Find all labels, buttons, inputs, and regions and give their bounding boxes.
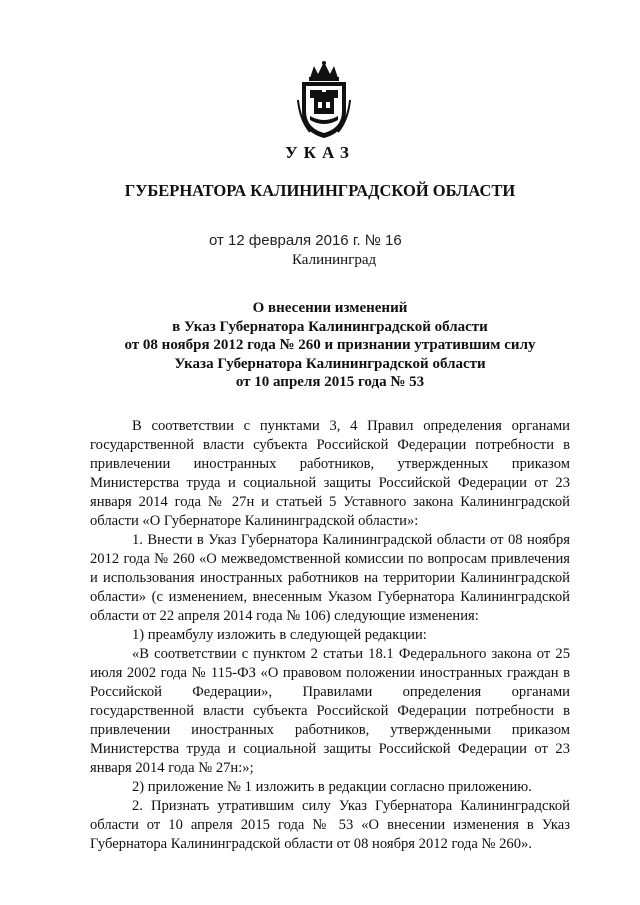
subject-line: от 10 апреля 2015 года № 53 — [235, 374, 425, 391]
coat-of-arms-icon — [296, 60, 352, 140]
document-issuer: ГУБЕРНАТОРА КАЛИНИНГРАДСКОЙ ОБЛАСТИ — [124, 181, 516, 200]
body-paragraph: «В соответствии с пунктом 2 статьи 18.1 Федерального закона от 25 июля 2002 года № 115-ФЗ «О правовом положении иностранных граждан в Российской Федерации», Правилами определения органами государственной власти субъекта Российской Федерации потребности в привлечении иностранных работников, утвержденными приказом Министерства труда и социальной защиты Российской Федерации от 23 января 2014 года № 27н:»; — [90, 646, 570, 776]
body-paragraph: 2. Признать утратившим силу Указ Губернатора Калининградской области от 10 апреля 2015 года № 53 «О внесении изменения в Указ Губернатора Калининградской области от 08 ноября 2012 года № 260». — [90, 798, 570, 852]
document-subject — [90, 299, 570, 392]
document-body — [90, 417, 570, 854]
subject-line: от 08 ноября 2012 года № 260 и признании утратившим силу — [124, 337, 536, 354]
subject-line: Указа Губернатора Калининградской области — [174, 355, 486, 372]
subject-line: в Указ Губернатора Калининградской области — [172, 318, 488, 335]
document-type: УКАЗ — [285, 143, 355, 162]
subject-line: О внесении изменений — [252, 300, 408, 316]
body-paragraph: В соответствии с пунктами 3, 4 Правил определения органами государственной власти субъекта Российской Федерации потребности в привлечении иностранных работников, утвержденных приказом Министерства труда и социальной защиты Российской Федерации от 23 января 2014 года № 27н и статьей 5 Уставного закона Калининградской области «О Губернаторе Калининградской области»: — [90, 418, 570, 529]
body-paragraph: 1. Внести в Указ Губернатора Калининградской области от 08 ноября 2012 года № 260 «О межведомственной комиссии по вопросам привлечения и использования иностранных работников на территории Калининградской области» (с изменением, внесенным Указом Губернатора Калининградской области от 22 апреля 2014 года № 106) следующие изменения: — [90, 532, 570, 624]
body-paragraph: 1) преамбулу изложить в следующей редакции: — [132, 627, 427, 643]
city: Калининград — [292, 252, 377, 268]
body-paragraph: 2) приложение № 1 изложить в редакции согласно приложению. — [132, 779, 532, 795]
date-and-number: от 12 февраля 2016 г. № 16 — [209, 232, 402, 249]
